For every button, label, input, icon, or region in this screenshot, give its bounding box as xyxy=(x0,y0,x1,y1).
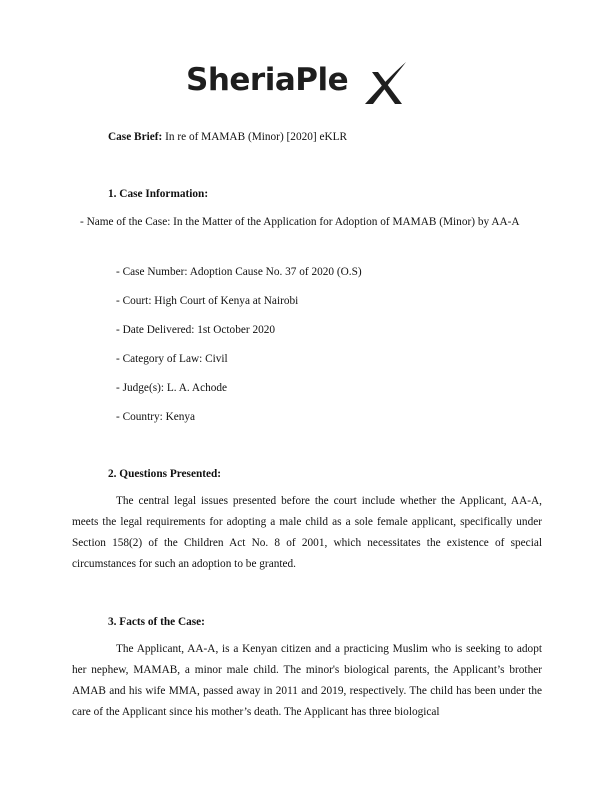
category-of-law: - Category of Law: Civil xyxy=(116,353,228,365)
section-3-body xyxy=(72,639,542,723)
questions-text: The central legal issues presented before the court include whether the Applicant, AA-A, meets the legal requirements for adopting a male child as a sole female applicant, specifically under Section 158(2) of the Children Act No. 8 of 2001, which necessitates the existence of special circumstances for such an adoption to be granted. xyxy=(72,495,542,570)
country: - Country: Kenya xyxy=(116,411,196,423)
date-delivered: - Date Delivered: 1st October 2020 xyxy=(116,324,276,336)
facts-text: The Applicant, AA-A, is a Kenyan citizen and a practicing Muslim who is seeking to adopt her nephew, MAMAB, a minor male child. The minor's biological parents, the Applicant’s brother AMAB and his wife MMA, passed away in 2011 and 2019, respectively. The child has been under the care of the Applicant since his mother’s death. The Applicant has three biological xyxy=(72,643,542,718)
logo-x-mark xyxy=(362,60,410,108)
section-1-heading: 1. Case Information: xyxy=(108,188,209,200)
section-2-heading: 2. Questions Presented: xyxy=(108,468,222,480)
sheriaplex-logo xyxy=(186,60,412,108)
case-brief-title: In re of MAMAB (Minor) [2020] eKLR xyxy=(165,131,348,143)
court: - Court: High Court of Kenya at Nairobi xyxy=(116,295,299,307)
section-2-body xyxy=(72,491,542,575)
logo-text: SheriaPle xyxy=(186,62,349,98)
case-name: - Name of the Case: In the Matter of the Application for Adoption of MAMAB (Minor) by AA-A xyxy=(80,216,520,228)
case-brief-line xyxy=(108,130,347,144)
judges: - Judge(s): L. A. Achode xyxy=(116,382,228,394)
case-number: - Case Number: Adoption Cause No. 37 of 2020 (O.S) xyxy=(116,266,362,278)
section-3-heading: 3. Facts of the Case: xyxy=(108,616,205,628)
case-brief-label: Case Brief: xyxy=(108,131,163,143)
